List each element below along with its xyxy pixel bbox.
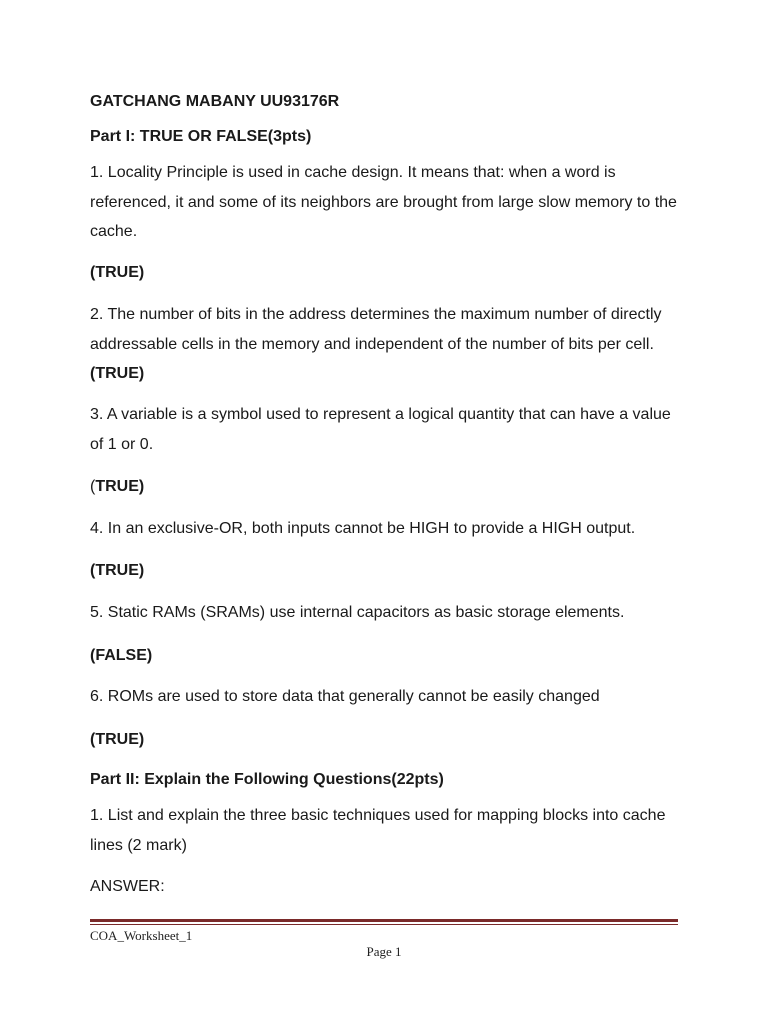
answer-label: ANSWER:	[90, 878, 165, 895]
student-heading: GATCHANG MABANY UU93176R	[90, 93, 340, 110]
question-1-text: 1. Locality Principle is used in cache design. It means that: when a word is referenced, it and some of its neighbors are brought from large slow memory to the cache.	[90, 164, 677, 240]
question-1-answer: (TRUE)	[90, 264, 145, 281]
question-5-text: 5. Static RAMs (SRAMs) use internal capacitors as basic storage elements.	[90, 604, 625, 621]
question-6-answer: (TRUE)	[90, 731, 145, 748]
part2-question-1-text: 1. List and explain the three basic techniques used for mapping blocks into cache lines (2 mark)	[90, 807, 666, 854]
footer-rule-thin	[90, 924, 678, 925]
question-5-answer: (FALSE)	[90, 647, 153, 664]
question-2	[90, 300, 680, 389]
footer-rule-thick	[90, 919, 678, 922]
part2-title: Part II: Explain the Following Questions(22pts)	[90, 771, 444, 788]
question-3-answer-value: TRUE)	[95, 478, 145, 495]
question-6-text: 6. ROMs are used to store data that generally cannot be easily changed	[90, 688, 600, 705]
question-3-answer-open: (	[90, 478, 96, 495]
question-2-text: 2. The number of bits in the address determines the maximum number of directly addressable cells in the memory and independent of the number of bits per cell.	[90, 306, 662, 353]
question-4-answer: (TRUE)	[90, 562, 145, 579]
question-3-text: 3. A variable is a symbol used to represent a logical quantity that can have a value of 1 or 0.	[90, 406, 671, 453]
footer-page-number: Page 1	[366, 944, 402, 959]
question-4-text: 4. In an exclusive-OR, both inputs cannot be HIGH to provide a HIGH output.	[90, 520, 636, 537]
question-2-answer: (TRUE)	[90, 365, 145, 382]
footer-doc-name: COA_Worksheet_1	[90, 928, 193, 943]
question-3-answer	[90, 478, 680, 496]
part1-title: Part I: TRUE OR FALSE(3pts)	[90, 128, 312, 145]
